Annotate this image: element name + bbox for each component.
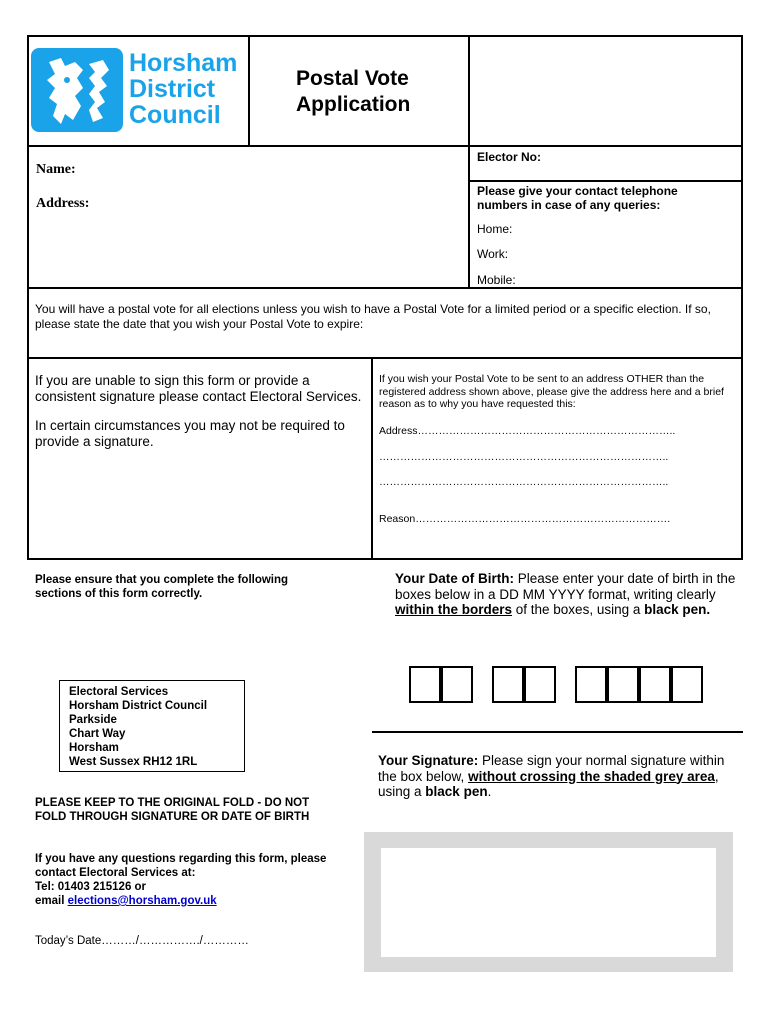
- postal-address-line: Electoral Services: [69, 686, 169, 698]
- dob-year-box-3[interactable]: [639, 666, 671, 703]
- postal-address: [69, 685, 244, 769]
- elector-no-field[interactable]: [550, 148, 735, 176]
- name-label: Name:: [36, 162, 76, 177]
- logo-line-1: Horsham: [129, 49, 238, 77]
- alt-address-section: [379, 373, 734, 411]
- postal-address-line: Horsham: [69, 742, 119, 754]
- signature-box[interactable]: [381, 848, 716, 957]
- applicant-bottom-line: [27, 287, 743, 289]
- dob-day-box-2[interactable]: [441, 666, 473, 703]
- home-phone-field[interactable]: [520, 219, 735, 237]
- header-divider-2: [468, 35, 470, 288]
- signature-notice-para-1: If you are unable to sign this form or provide a consistent signature please contact Electoral Services.: [35, 373, 362, 404]
- work-phone-label: Work:: [477, 247, 509, 261]
- postal-address-line: Chart Way: [69, 728, 126, 740]
- header-bottom-line: [27, 145, 743, 147]
- dob-signature-divider: [372, 731, 743, 733]
- alt-address-reason[interactable]: Reason……………………………………………………………….: [379, 513, 671, 525]
- mobile-phone-field[interactable]: [522, 269, 735, 285]
- questions-text: If you have any questions regarding this form, please contact Electoral Services at:: [35, 853, 327, 879]
- work-phone-field[interactable]: [515, 244, 735, 262]
- dob-day-box-1[interactable]: [409, 666, 441, 703]
- mobile-phone-label: Mobile:: [477, 273, 516, 287]
- elector-no-label: Elector No:: [477, 150, 542, 164]
- expiry-bottom-line: [27, 357, 743, 359]
- signature-end: .: [487, 784, 492, 799]
- expiry-text: You will have a postal vote for all elections unless you wish to have a Postal Vote for a limited period or a specific election. If so, please state the date that you wish your Postal Vote to expire:: [35, 302, 711, 331]
- signature-notice: [35, 373, 365, 449]
- dob-emphasis: within the borders: [395, 602, 513, 617]
- signature-pen: black pen: [425, 784, 488, 799]
- contact-heading: Please give your contact telephone numbers in case of any queries:: [477, 184, 678, 212]
- email-link[interactable]: elections@horsham.gov.uk: [67, 895, 217, 907]
- header-divider-1: [248, 35, 250, 147]
- signature-heading: Your Signature:: [378, 753, 479, 768]
- dob-year-box-1[interactable]: [575, 666, 607, 703]
- signature-text-2: , using a: [378, 768, 719, 799]
- dob-month-box-2[interactable]: [524, 666, 556, 703]
- email-line: [35, 894, 335, 908]
- todays-date[interactable]: Today’s Date………/……………./…………: [35, 935, 249, 947]
- logo-text: [129, 50, 237, 128]
- alt-address-line-3[interactable]: ………………………………………………………………………..: [379, 476, 669, 488]
- fold-warning: PLEASE KEEP TO THE ORIGINAL FOLD - DO NOT FOLD THROUGH SIGNATURE OR DATE OF BIRTH: [35, 797, 310, 823]
- dob-text-2: of the boxes, using a: [512, 602, 645, 617]
- middle-divider: [371, 357, 373, 560]
- signature-emphasis: without crossing the shaded grey area: [468, 768, 715, 784]
- council-logo: [31, 48, 241, 134]
- page-title: [296, 66, 410, 118]
- dob-month-box-1[interactable]: [492, 666, 524, 703]
- dob-heading: Your Date of Birth:: [395, 571, 514, 586]
- name-field[interactable]: [90, 158, 460, 180]
- signature-text-1: Please sign your normal signature within the box below,: [378, 753, 725, 784]
- dob-instructions: [395, 571, 740, 618]
- title-line-1: Postal Vote: [296, 67, 409, 90]
- dob-year-box-4[interactable]: [671, 666, 703, 703]
- alt-address-line-2[interactable]: ………………………………………………………………………..: [379, 451, 669, 463]
- signature-notice-para-2: In certain circumstances you may not be required to provide a signature.: [35, 418, 345, 449]
- address-label: Address:: [36, 196, 90, 211]
- alt-address-intro: If you wish your Postal Vote to be sent to an address OTHER than the registered address shown above, please give the address here and a brief reason as to why you have requested this:: [379, 373, 724, 410]
- signature-instructions: [378, 753, 740, 800]
- logo-line-2: District: [129, 75, 216, 103]
- expiry-date-field[interactable]: [425, 318, 737, 336]
- postal-address-line: Parkside: [69, 714, 117, 726]
- dob-text-1: Please enter your date of birth in the boxes below in a DD MM YYYY format, writing clearly: [395, 571, 736, 602]
- logo-line-3: Council: [129, 101, 221, 129]
- dob-pen: black pen.: [644, 602, 711, 617]
- elector-bottom-line: [468, 180, 743, 182]
- email-prefix: email: [35, 895, 68, 907]
- title-line-2: Application: [296, 93, 411, 116]
- telephone-text: Tel: 01403 215126 or: [35, 881, 147, 893]
- ensure-note: Please ensure that you complete the following sections of this form correctly.: [35, 574, 289, 600]
- dob-year-box-2[interactable]: [607, 666, 639, 703]
- postal-address-line: West Sussex RH12 1RL: [69, 756, 198, 768]
- address-field[interactable]: [100, 192, 460, 282]
- questions-note: [35, 852, 335, 908]
- home-phone-label: Home:: [477, 222, 513, 236]
- postal-address-line: Horsham District Council: [69, 700, 208, 712]
- alt-address-line-1[interactable]: Address………………………………………………………………..: [379, 425, 676, 437]
- council-crest-icon: [31, 48, 123, 132]
